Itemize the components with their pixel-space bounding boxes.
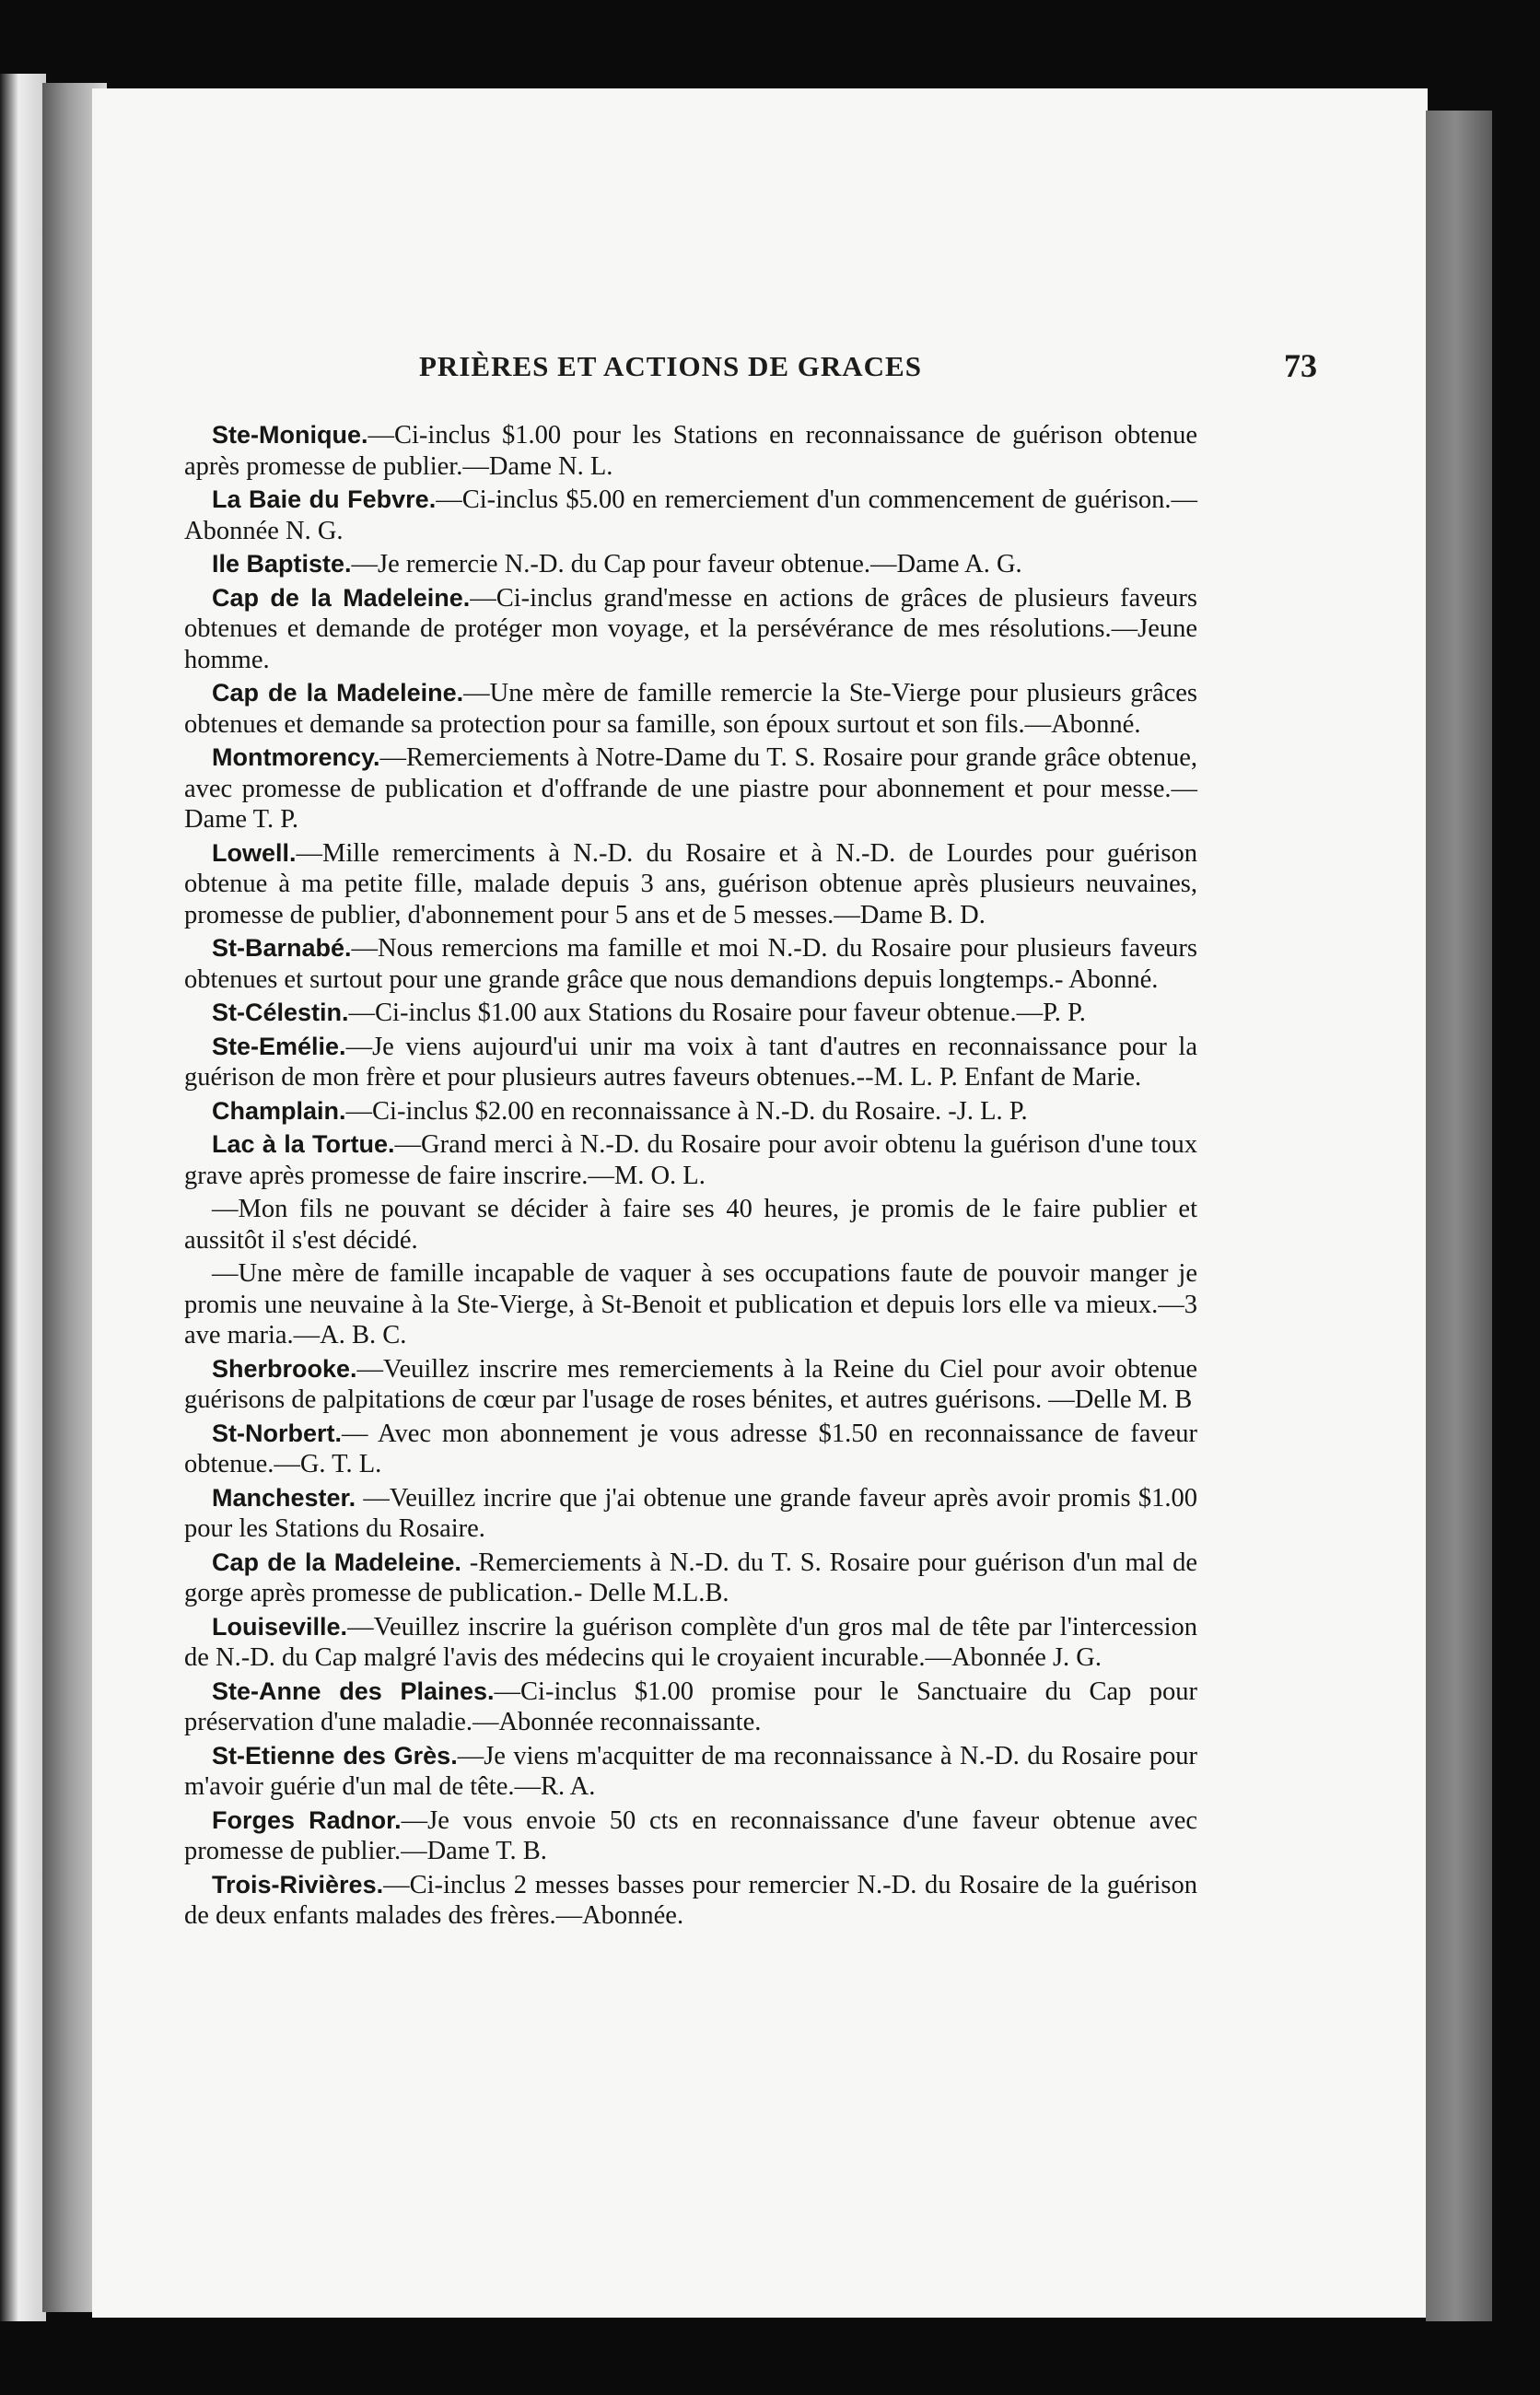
entry: [184, 1548, 1197, 1609]
entry-text: —Remerciements à Notre-Dame du T. S. Rosaire pour grande grâce obtenue, avec promesse de publication et d'offrande de une piastre pour abonnement et pour messe.—Dame T. P.: [184, 743, 1197, 834]
entry-text: —Ci-inclus $1.00 pour les Stations en reconnaissance de guérison obtenue après promesse de publier.—Dame N. L.: [184, 421, 1197, 481]
entry: [184, 1129, 1197, 1191]
entry-place: Lac à la Tortue.: [212, 1130, 395, 1158]
entry: [184, 1676, 1197, 1738]
entry: [184, 1612, 1197, 1674]
entry-place: La Baie du Febvre.: [212, 485, 437, 513]
entry-place: Montmorency.: [212, 743, 380, 771]
entry-place: Cap de la Madeleine.: [212, 583, 471, 612]
page-stack-edge: [1426, 111, 1492, 2321]
page-body: [184, 420, 1197, 1934]
entry-place: Champlain.: [212, 1096, 346, 1125]
entry-text: -Remerciements à N.-D. du T. S. Rosaire pour guérison d'un mal de gorge après promesse de publication.- Delle M.L.B.: [184, 1548, 1197, 1607]
entry-place: St-Célestin.: [212, 999, 349, 1026]
entry-text: —Ci-inclus $5.00 en remerciement d'un commencement de guérison.—Abonnée N. G.: [184, 485, 1198, 545]
entry: [184, 1870, 1197, 1932]
entry-text: —Veuillez inscrire mes remerciements à la Reine du Ciel pour avoir obtenue guérisons de palpitations de cœur par l'usage de roses bénites, et autres guérisons. —Delle M. B: [184, 1354, 1197, 1414]
entry: [184, 933, 1197, 995]
entry: [184, 1032, 1197, 1093]
entry-text: —Mon fils ne pouvant se décider à faire ses 40 heures, je promis de le faire publier et aussitôt il s'est décidé.: [184, 1195, 1197, 1255]
page-header: [184, 343, 1317, 398]
entry-text: —Mille remerciments à N.-D. du Rosaire et à N.-D. de Lourdes pour guérison obtenue à ma petite fille, malade depuis 3 ans, guérison obtenue après plusieurs neuvaines, promesse de publier, d'abonnement pour 5 ans et de 5 messes.—Dame B. D.: [184, 838, 1197, 929]
entry-place: Ste-Anne des Plaines.: [212, 1676, 495, 1705]
entry: [184, 998, 1197, 1029]
entry: [184, 1194, 1197, 1256]
entry-text: —Je remercie N.-D. du Cap pour faveur obtenue.—Dame A. G.: [351, 550, 1022, 578]
entry-place: Ile Baptiste.: [212, 550, 352, 578]
entry-text: —Ci-inclus $1.00 aux Stations du Rosaire pour faveur obtenue.—P. P.: [348, 999, 1086, 1027]
entry-place: Trois-Rivières.: [212, 1870, 384, 1898]
entry: [184, 583, 1197, 676]
entry: [184, 1354, 1197, 1416]
entry-text: —Veuillez inscrire la guérison complète d'un gros mal de tête par l'intercession de N.-D. du Cap malgré l'avis des médecins qui le croyaient incurable.—Abonnée J. G.: [184, 1612, 1197, 1672]
entry-text: —Une mère de famille remercie la Ste-Vierge pour plusieurs grâces obtenues et demande sa protection pour sa famille, son époux surtout et son fils.—Abonné.: [184, 679, 1197, 739]
entry-text: —Je viens m'acquitter de ma reconnaissance à N.-D. du Rosaire pour m'avoir guérie d'un mal de tête.—R. A.: [184, 1741, 1197, 1801]
entry: [184, 678, 1197, 740]
entry: [184, 485, 1197, 546]
entry: [184, 838, 1197, 931]
entry: [184, 549, 1197, 580]
entry-place: St-Etienne des Grès.: [212, 1741, 458, 1770]
entry-text: — Avec mon abonnement je vous adresse $1.50 en reconnaissance de faveur obtenue.—G. T. L.: [184, 1419, 1197, 1478]
entry-text: —Grand merci à N.-D. du Rosaire pour avoir obtenu la guérison d'une toux grave après promesse de faire inscrire.—M. O. L.: [184, 1130, 1197, 1190]
entry-place: Forges Radnor.: [212, 1805, 402, 1834]
entry-place: Lowell.: [212, 838, 297, 867]
entry: [184, 1483, 1197, 1545]
entry-place: St-Norbert.: [212, 1419, 342, 1447]
entry-place: Cap de la Madeleine.: [212, 1548, 461, 1576]
entry-text: —Nous remercions ma famille et moi N.-D. du Rosaire pour plusieurs faveurs obtenues et surtout pour une grande grâce que nous demandions depuis longtemps.- Abonné.: [184, 934, 1197, 994]
entry: [184, 420, 1197, 482]
entry: [184, 1258, 1197, 1351]
entry-place: Sherbrooke.: [212, 1354, 357, 1383]
entry-place: Manchester.: [212, 1483, 356, 1512]
entry-text: —Je vous envoie 50 cts en reconnaissance d'une faveur obtenue avec promesse de publier.—Dame T. B.: [184, 1805, 1197, 1865]
entry-place: St-Barnabé.: [212, 934, 352, 962]
entry: [184, 1096, 1197, 1127]
entry: [184, 742, 1197, 835]
entry-text: —Ci-inclus $1.00 promise pour le Sanctuaire du Cap pour préservation d'une maladie.—Abonnée reconnaissante.: [184, 1676, 1197, 1736]
entry-text: —Je viens aujourd'ui unir ma voix à tant d'autres en reconnaissance pour la guérison de mon frère et pour plusieurs autres faveurs obtenues.--M. L. P. Enfant de Marie.: [184, 1032, 1197, 1092]
page-number: 73: [1284, 347, 1317, 384]
entry-text: —Ci-inclus grand'messe en actions de grâces de plusieurs faveurs obtenues et demande de protéger mon voyage, et la persévérance de mes résolutions.—Jeune homme.: [184, 583, 1197, 674]
entry-place: Ste-Emélie.: [212, 1032, 346, 1060]
running-title: PRIÈRES ET ACTIONS DE GRACES: [419, 350, 922, 382]
left-page-edge: [0, 74, 46, 2321]
entry-text: —Ci-inclus $2.00 en reconnaissance à N.-D. du Rosaire. -J. L. P.: [345, 1096, 1028, 1126]
entry: [184, 1741, 1197, 1803]
entry: [184, 1419, 1197, 1480]
entry: [184, 1805, 1197, 1867]
entry-place: Cap de la Madeleine.: [212, 679, 464, 707]
entry-text: —Ci-inclus 2 messes basses pour remercier N.-D. du Rosaire de la guérison de deux enfants malades des frères.—Abonnée.: [184, 1870, 1197, 1930]
entry-place: Louiseville.: [212, 1612, 348, 1641]
entry-place: Ste-Monique.: [212, 421, 368, 449]
entry-text: —Une mère de famille incapable de vaquer à ses occupations faute de pouvoir manger je promis une neuvaine à la Ste-Vierge, à St-Benoit et publication et depuis lors elle va mieux.—3 ave maria.—A. B. C.: [184, 1259, 1197, 1349]
entry-text: —Veuillez incrire que j'ai obtenue une grande faveur après avoir promis $1.00 pour les Stations du Rosaire.: [184, 1483, 1197, 1543]
